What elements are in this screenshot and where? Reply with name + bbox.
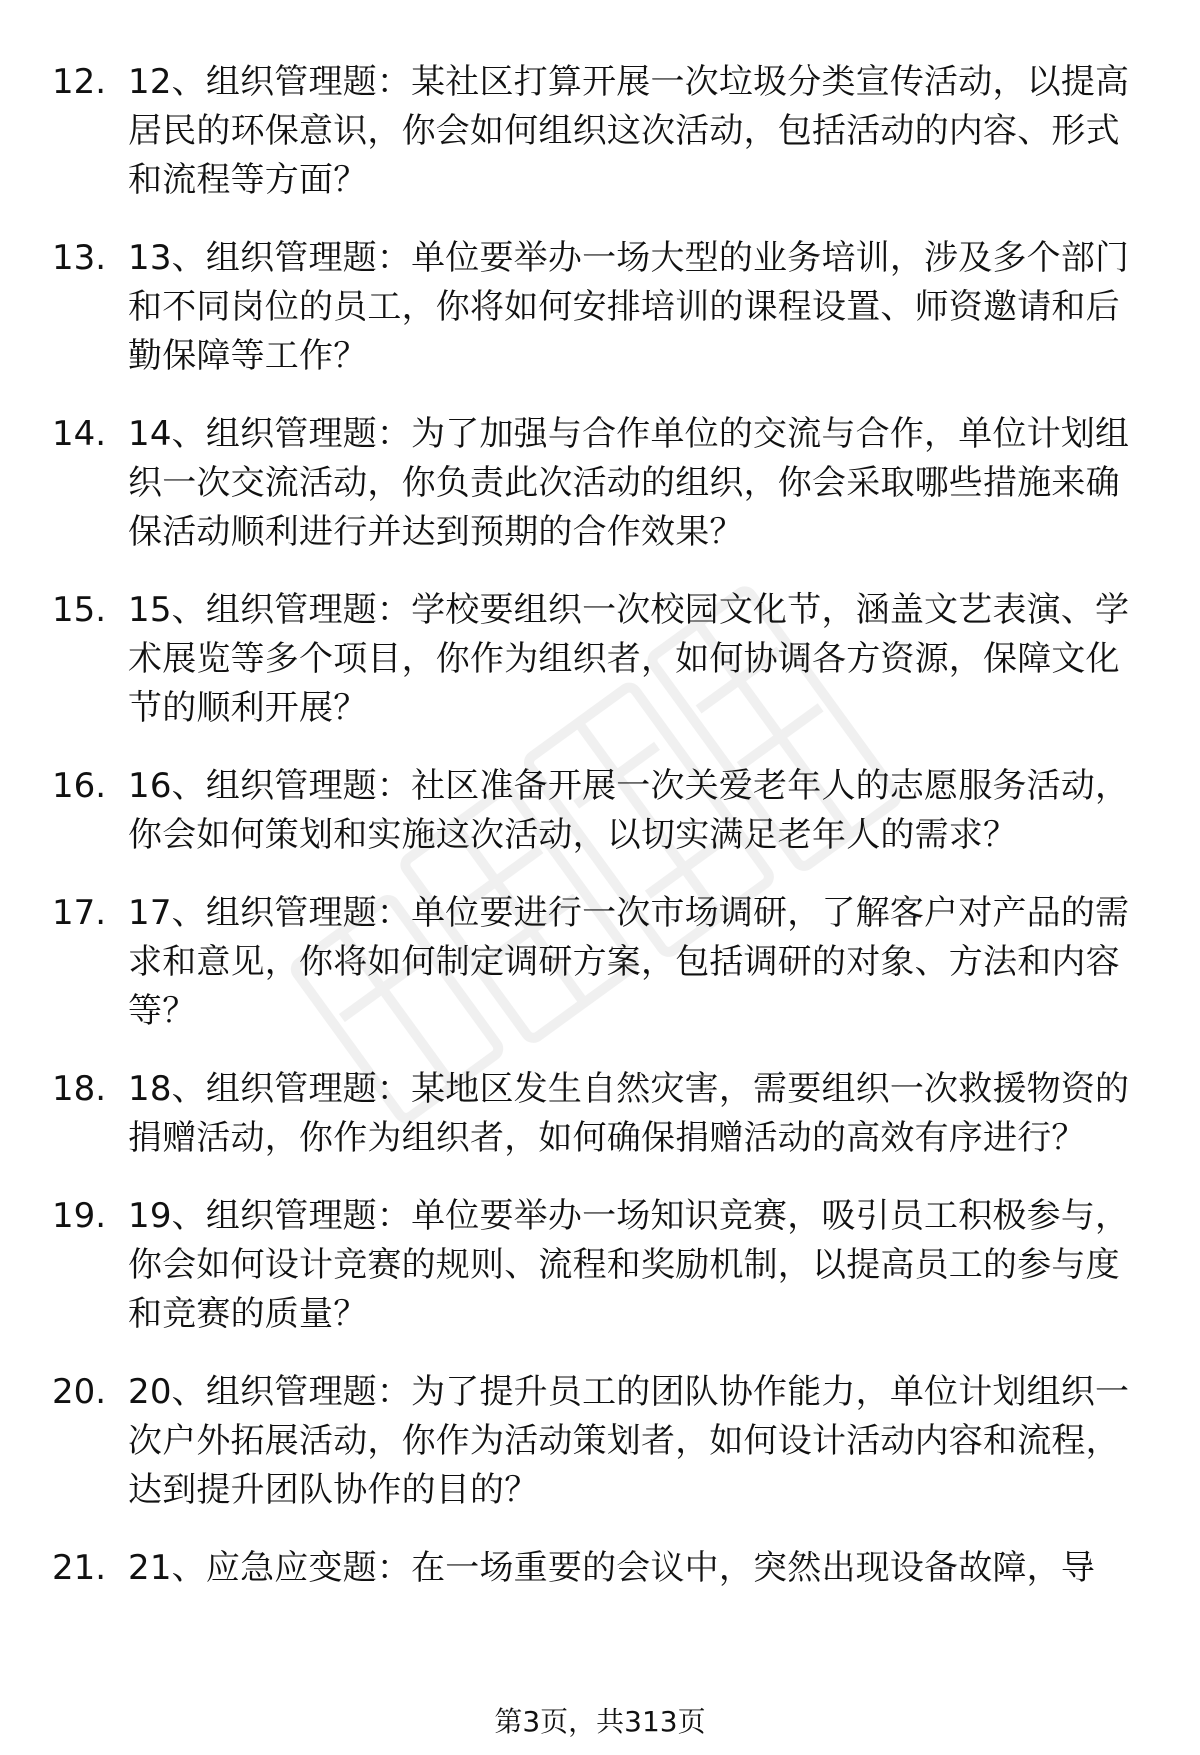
item-text: 19、组织管理题：单位要举办一场知识竞赛，吸引员工积极参与，你会如何设计竞赛的规则、流程和奖励机制，以提高员工的参与度和竞赛的质量？ (128, 1196, 1130, 1334)
list-item (52, 1544, 1152, 1593)
item-number: 13. (52, 238, 107, 278)
item-number: 14. (52, 414, 107, 454)
item-number: 18. (52, 1069, 107, 1109)
item-text: 20、组织管理题：为了提升员工的团队协作能力，单位计划组织一次户外拓展活动，你作为活动策划者，如何设计活动内容和流程，达到提升团队协作的目的？ (128, 1372, 1130, 1510)
question-list (52, 58, 1152, 1622)
item-text: 16、组织管理题：社区准备开展一次关爱老年人的志愿服务活动，你会如何策划和实施这次活动，以切实满足老年人的需求？ (128, 766, 1130, 855)
item-text: 13、组织管理题：单位要举办一场大型的业务培训，涉及多个部门和不同岗位的员工，你将如何安排培训的课程设置、师资邀请和后勤保障等工作？ (128, 238, 1130, 376)
item-number: 17. (52, 893, 107, 933)
item-text: 15、组织管理题：学校要组织一次校园文化节，涵盖文艺表演、学术展览等多个项目，你作为组织者，如何协调各方资源，保障文化节的顺利开展？ (128, 590, 1130, 728)
item-number: 19. (52, 1196, 107, 1236)
item-number: 16. (52, 766, 107, 806)
list-item (52, 58, 1152, 205)
item-number: 15. (52, 590, 107, 630)
list-item (52, 889, 1152, 1036)
list-item (52, 586, 1152, 733)
list-item (52, 234, 1152, 381)
list-item (52, 762, 1152, 860)
list-item (52, 1192, 1152, 1339)
item-text: 18、组织管理题：某地区发生自然灾害，需要组织一次救援物资的捐赠活动，你作为组织者，如何确保捐赠活动的高效有序进行？ (128, 1069, 1130, 1158)
item-text: 14、组织管理题：为了加强与合作单位的交流与合作，单位计划组织一次交流活动，你负责此次活动的组织，你会采取哪些措施来确保活动顺利进行并达到预期的合作效果？ (128, 414, 1130, 552)
list-item (52, 410, 1152, 557)
item-number: 21. (52, 1548, 107, 1588)
item-text: 21、应急应变题：在一场重要的会议中，突然出现设备故障，导 (128, 1548, 1096, 1588)
page-footer: 第3页，共313页 (494, 1705, 706, 1738)
item-text: 12、组织管理题：某社区打算开展一次垃圾分类宣传活动，以提高居民的环保意识，你会如何组织这次活动，包括活动的内容、形式和流程等方面？ (128, 62, 1130, 200)
item-number: 12. (52, 62, 107, 102)
list-item (52, 1368, 1152, 1515)
item-number: 20. (52, 1372, 107, 1412)
item-text: 17、组织管理题：单位要进行一次市场调研，了解客户对产品的需求和意见，你将如何制定调研方案，包括调研的对象、方法和内容等？ (128, 893, 1130, 1031)
list-item (52, 1065, 1152, 1163)
